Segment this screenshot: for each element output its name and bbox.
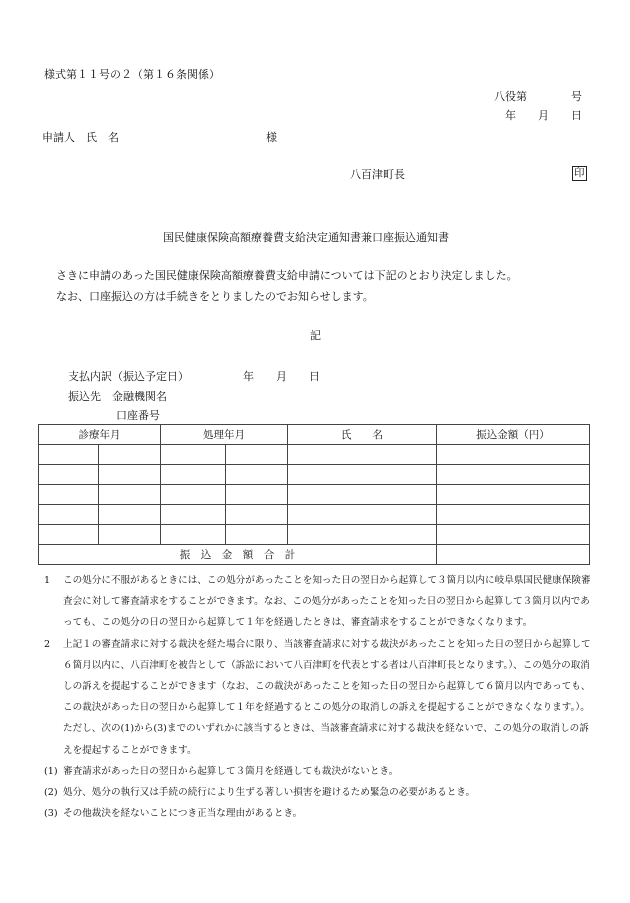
table-row bbox=[39, 465, 590, 485]
note-1-text: この処分に不服があるときには、この処分があったことを知った日の翌日から起算して３箇月以内に岐阜県国民健康保険審査会に対して審査請求をすることができます。なお、この処分があったことを知った日の翌日から起算して３箇月以内であっても、この処分の日の翌日から起算して１年を経過したときは、審査請求をすることができなくなります。 bbox=[63, 575, 591, 629]
cell bbox=[226, 445, 288, 465]
cell bbox=[437, 505, 590, 525]
sub-3-text: その他裁決を経ないことにつき正当な理由があるとき。 bbox=[63, 808, 303, 820]
header-transfer-amount: 振込金額（円） bbox=[437, 425, 590, 445]
note-2-text: 上記１の審査請求に対する裁決を経た場合に限り、当該審査請求に対する裁決があったことを知った日の翌日から起算して６箇月以内に、八百津町を被告として（訴訟において八百津町を代表とする者は八百津町長となります。）、この処分の取消しの訴えを提起することができます（なお、この裁決があったことを知った日の翌日から起算して６箇月以内であっても、この裁決があった日の翌日から起算して１年を経過するとこの処分の取消しの訴えを提起することができなくなります。）。ただし、次の(1)から(3)までのいずれかに該当するときは、当該審査請求に対する裁決を経ないで、この処分の取消しの訴えを提起することができます。 bbox=[63, 638, 591, 756]
note-2-sub-1 bbox=[44, 761, 592, 782]
sub-1-text: 審査請求があった日の翌日から起算して３箇月を経過しても裁決がないとき。 bbox=[63, 765, 399, 777]
total-label: 振 込 金 額 合 計 bbox=[39, 545, 437, 565]
table-row bbox=[39, 445, 590, 465]
cell bbox=[226, 465, 288, 485]
applicant-name-label: 申請人 氏 名 bbox=[42, 131, 119, 144]
cell bbox=[226, 525, 288, 545]
issuer-name: 八百津町長 bbox=[350, 168, 405, 181]
cell bbox=[288, 525, 437, 545]
honorific-sama: 様 bbox=[266, 131, 277, 144]
payment-schedule-label: 支払内訳（振込予定日） bbox=[68, 370, 189, 383]
payment-table bbox=[38, 424, 590, 565]
notes-section bbox=[44, 570, 592, 824]
form-number: 様式第１１号の２（第１６条関係） bbox=[44, 68, 220, 81]
ki-heading: 記 bbox=[310, 329, 321, 342]
table-row bbox=[39, 525, 590, 545]
cell bbox=[437, 445, 590, 465]
header-treatment-month: 診療年月 bbox=[39, 425, 161, 445]
cell bbox=[437, 485, 590, 505]
note-1 bbox=[44, 570, 592, 634]
cell bbox=[437, 465, 590, 485]
body-line-2: なお、口座振込の方は手続きをとりましたのでお知らせします。 bbox=[56, 290, 374, 303]
cell bbox=[99, 445, 161, 465]
table-header-row bbox=[39, 425, 590, 445]
cell bbox=[99, 485, 161, 505]
issue-date: 年 月 日 bbox=[505, 109, 582, 122]
account-number-label: 口座番号 bbox=[116, 409, 160, 422]
cell bbox=[161, 525, 226, 545]
cell bbox=[39, 505, 99, 525]
table-row bbox=[39, 485, 590, 505]
cell bbox=[161, 485, 226, 505]
sub-3-number: (3) bbox=[44, 808, 58, 820]
cell bbox=[39, 485, 99, 505]
note-2 bbox=[44, 634, 592, 761]
note-1-number: 1 bbox=[44, 575, 51, 586]
cell bbox=[288, 505, 437, 525]
sub-2-number: (2) bbox=[44, 787, 58, 799]
cell bbox=[161, 465, 226, 485]
document-title: 国民健康保険高額療養費支給決定通知書兼口座振込通知書 bbox=[163, 231, 449, 244]
cell bbox=[226, 485, 288, 505]
header-name: 氏 名 bbox=[288, 425, 437, 445]
table-total-row bbox=[39, 545, 590, 565]
cell bbox=[161, 445, 226, 465]
note-2-sub-3 bbox=[44, 803, 592, 824]
payment-schedule-date: 年 月 日 bbox=[243, 370, 320, 383]
header-processing-month: 処理年月 bbox=[161, 425, 288, 445]
document-number: 八役第 号 bbox=[494, 90, 582, 103]
note-2-sub-2 bbox=[44, 782, 592, 803]
cell bbox=[161, 505, 226, 525]
note-2-number: 2 bbox=[44, 638, 51, 650]
cell bbox=[288, 485, 437, 505]
cell bbox=[99, 505, 161, 525]
sub-2-text: 処分、処分の執行又は手続の続行により生ずる著しい損害を避けるため緊急の必要があるとき。 bbox=[63, 787, 476, 799]
cell bbox=[39, 445, 99, 465]
sub-1-number: (1) bbox=[44, 765, 58, 777]
cell bbox=[288, 445, 437, 465]
body-line-1: さきに申請のあった国民健康保険高額療養費支給申請については下記のとおり決定しました。 bbox=[56, 269, 518, 282]
table-row bbox=[39, 505, 590, 525]
cell bbox=[437, 525, 590, 545]
total-amount-cell bbox=[437, 545, 590, 565]
cell bbox=[288, 465, 437, 485]
cell bbox=[39, 525, 99, 545]
cell bbox=[226, 505, 288, 525]
cell bbox=[99, 465, 161, 485]
seal-mark: 印 bbox=[574, 167, 585, 179]
cell bbox=[39, 465, 99, 485]
cell bbox=[99, 525, 161, 545]
transfer-bank-label: 振込先 金融機関名 bbox=[68, 390, 167, 403]
